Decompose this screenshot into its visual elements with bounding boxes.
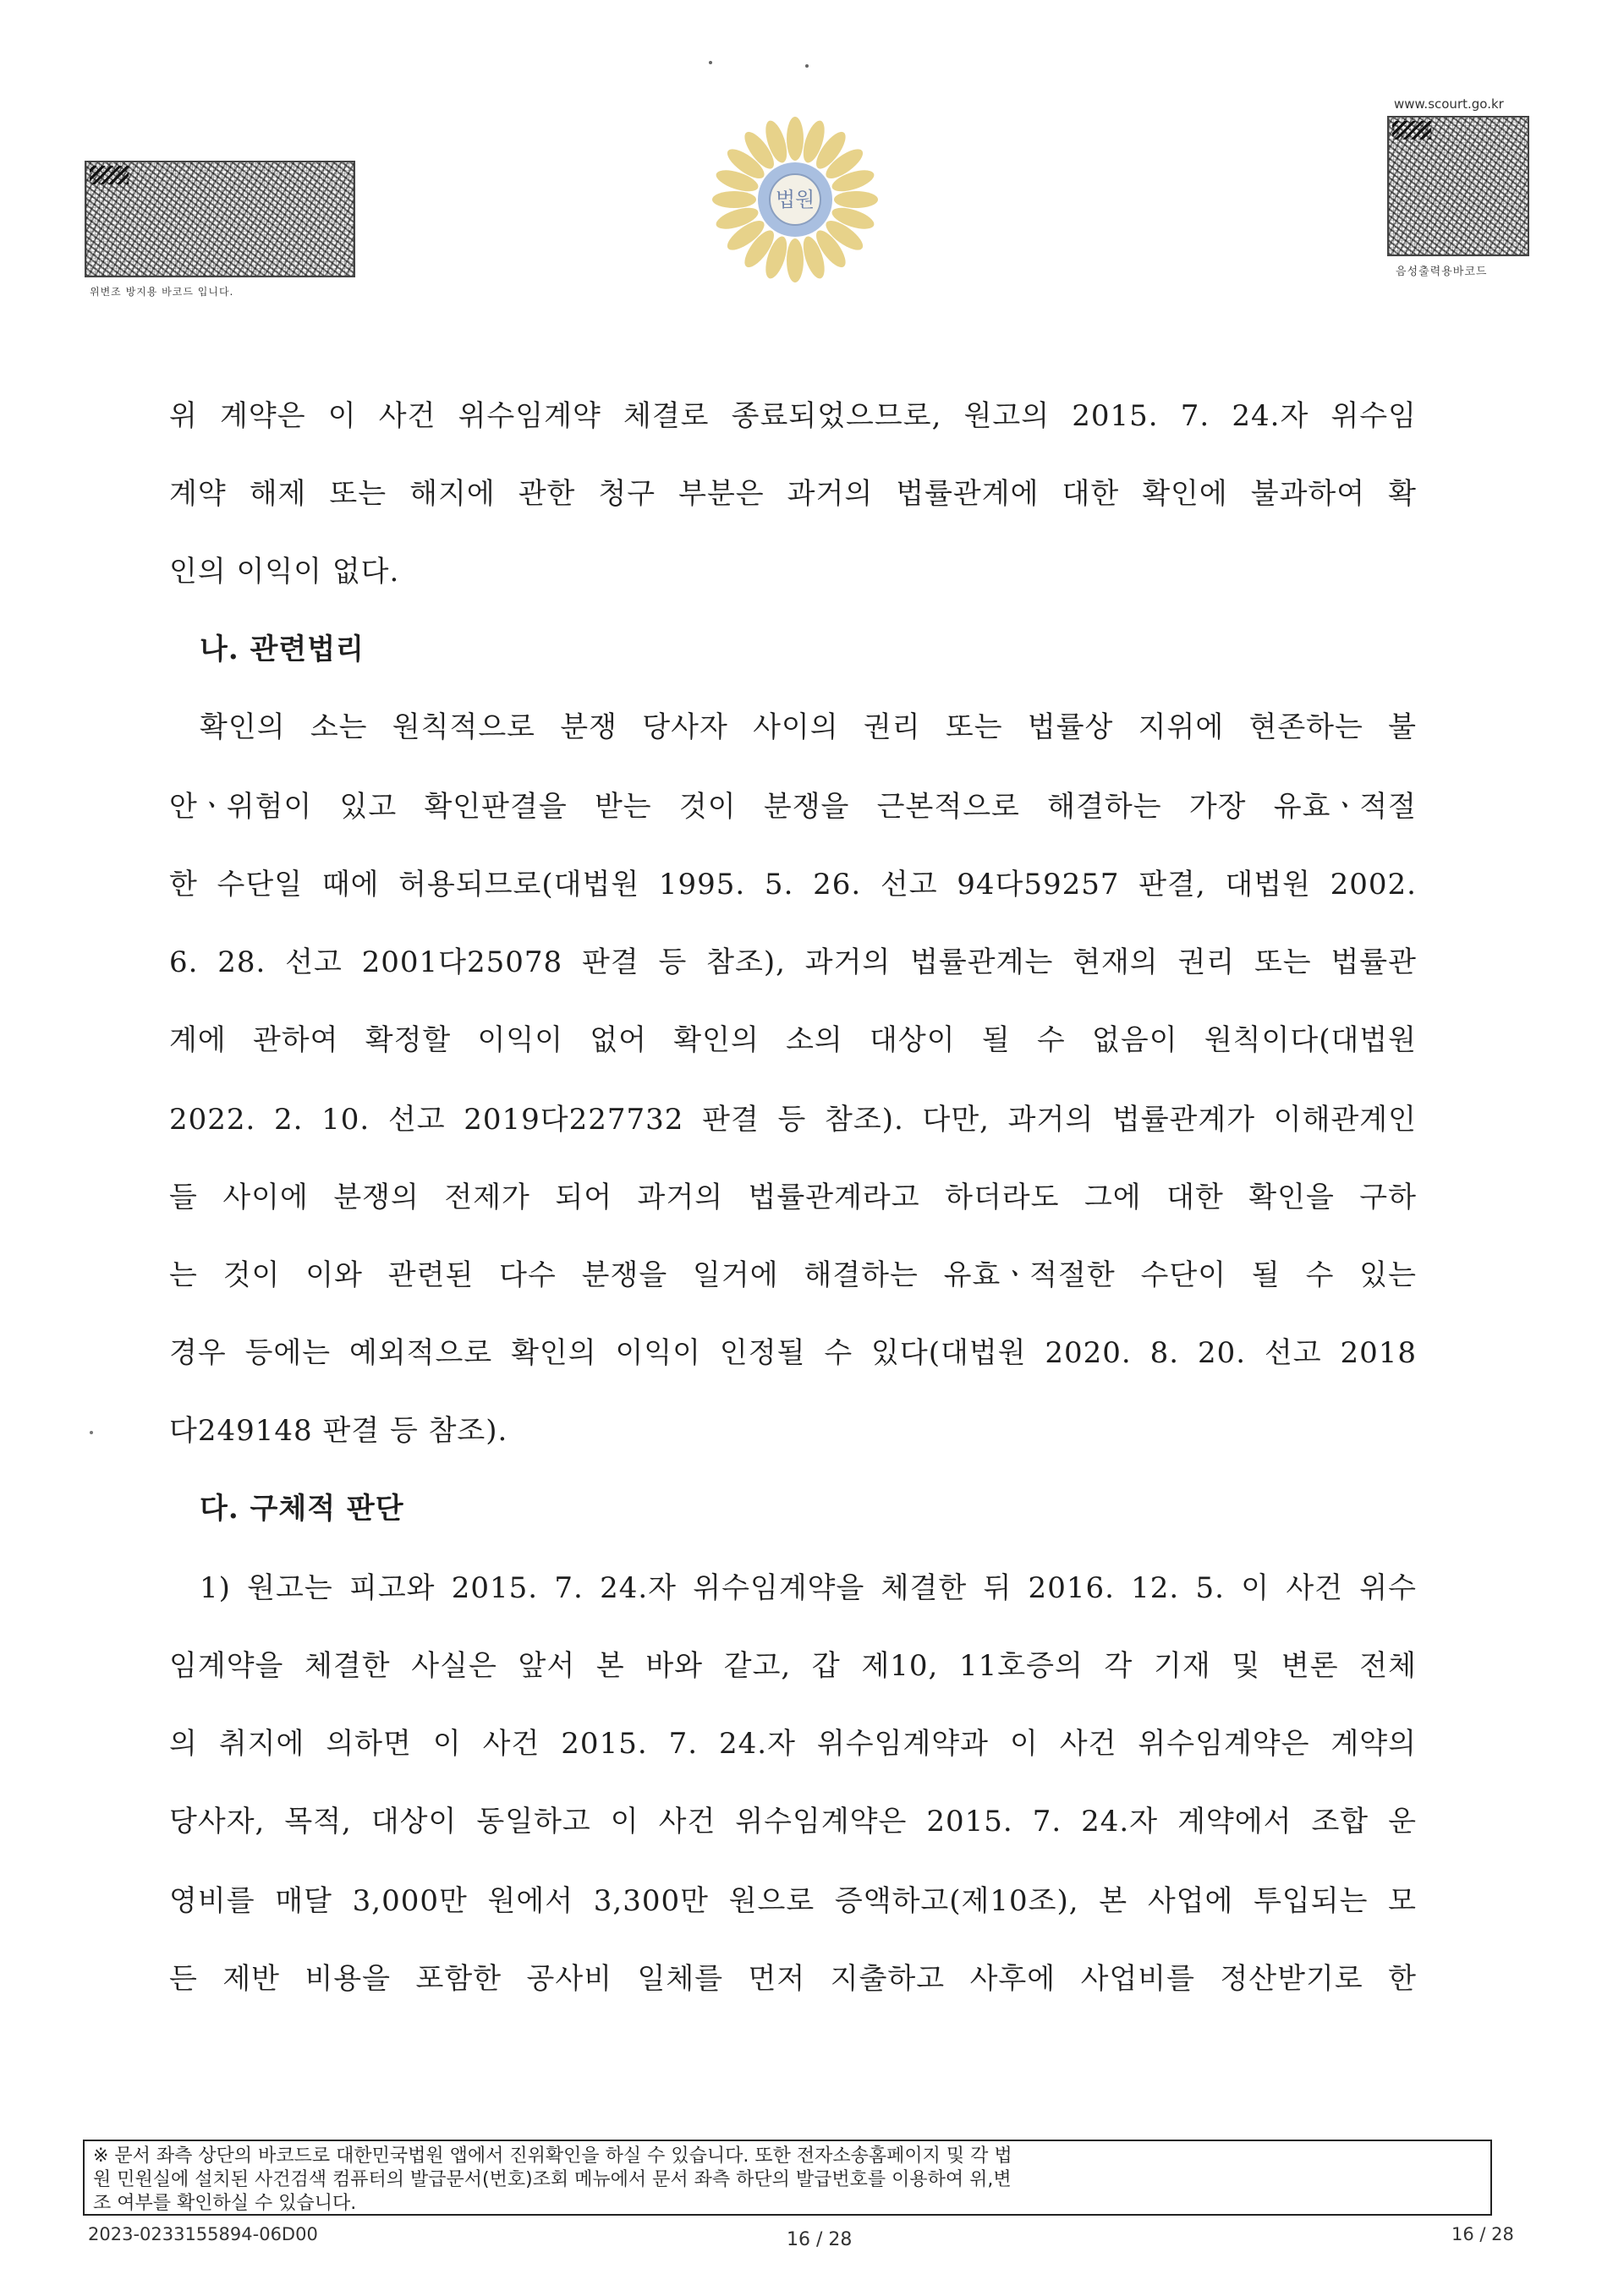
voice-output-barcode <box>1387 116 1529 256</box>
body-line: 들 사이에 분쟁의 전제가 되어 과거의 법률관계라고 하더라도 그에 대한 확인을 구하 <box>169 1181 1417 1214</box>
emblem-petal <box>712 191 756 208</box>
body-line: 안ㆍ위험이 있고 확인판결을 받는 것이 분쟁을 근본적으로 해결하는 가장 유효ㆍ적절 <box>169 790 1417 824</box>
body-line: 2022. 2. 10. 선고 2019다227732 판결 등 참조). 다만, 과거의 법률관계가 이해관계인 <box>169 1103 1417 1137</box>
emblem-petal <box>834 191 878 208</box>
scan-dot <box>90 1431 93 1434</box>
notice-line: 조 여부를 확인하실 수 있습니다. <box>93 2193 357 2214</box>
page-number-center: 16 / 28 <box>787 2229 853 2250</box>
body-line: 계약 해제 또는 해지에 관한 청구 부분은 과거의 법률관계에 대한 확인에 불과하여 확 <box>169 477 1417 511</box>
court-url: www.scourt.go.kr <box>1394 96 1504 112</box>
body-line: 경우 등에는 예외적으로 확인의 이익이 인정될 수 있다(대법원 2020. 8. 20. 선고 2018 <box>169 1336 1417 1370</box>
body-line: 확인의 소는 원칙적으로 분쟁 당사자 사이의 권리 또는 법률상 지위에 현존하는 불 <box>200 710 1417 744</box>
body-line: 인의 이익이 없다. <box>169 555 400 589</box>
body-line: 1) 원고는 피고와 2015. 7. 24.자 위수임계약을 체결한 뒤 2016. 12. 5. 이 사건 위수 <box>200 1571 1417 1605</box>
emblem-text: 법원 <box>775 188 815 211</box>
scan-dot <box>805 64 809 68</box>
anti-forgery-barcode <box>85 161 355 277</box>
emblem-petal <box>787 117 804 161</box>
anti-forgery-barcode-caption: 위변조 방지용 바코드 입니다. <box>90 286 234 298</box>
body-line: 다249148 판결 등 참조). <box>169 1414 508 1448</box>
body-line: 임계약을 체결한 사실은 앞서 본 바와 같고, 갑 제10, 11호증의 각 기재 및 변론 전체 <box>169 1649 1417 1683</box>
body-line: 계에 관하여 확정할 이익이 없어 확인의 소의 대상이 될 수 없음이 원칙이다(대법원 <box>169 1023 1417 1057</box>
body-line: 영비를 매달 3,000만 원에서 3,300만 원으로 증액하고(제10조), 본 사업에 투입되는 모 <box>169 1884 1417 1918</box>
body-line: 의 취지에 의하면 이 사건 2015. 7. 24.자 위수임계약과 이 사건 위수임계약은 계약의 <box>169 1727 1417 1761</box>
section-heading: 다. 구체적 판단 <box>200 1492 404 1526</box>
voice-output-barcode-caption: 음성출력용바코드 <box>1396 266 1488 278</box>
body-line: 는 것이 이와 관련된 다수 분쟁을 일거에 해결하는 유효ㆍ적절한 수단이 될 수 있는 <box>169 1258 1417 1292</box>
emblem-petal <box>787 238 804 282</box>
page-number-right: 16 / 28 <box>1451 2224 1514 2244</box>
body-line: 든 제반 비용을 포함한 공사비 일체를 먼저 지출하고 사후에 사업비를 정산받기로 한 <box>169 1962 1417 1996</box>
issue-number: 2023-0233155894-06D00 <box>88 2224 318 2244</box>
notice-line: ※ 문서 좌측 상단의 바코드로 대한민국법원 앱에서 진위확인을 하실 수 있습니다. 또한 전자소송홈페이지 및 각 법 <box>93 2145 1012 2167</box>
scan-dot <box>709 61 712 64</box>
notice-line: 원 민원실에 설치된 사건검색 컴퓨터의 발급문서(번호)조회 메뉴에서 문서 좌측 하단의 발급번호를 이용하여 위,변 <box>93 2169 1012 2190</box>
body-line: 6. 28. 선고 2001다25078 판결 등 참조), 과거의 법률관계는 현재의 권리 또는 법률관 <box>169 945 1417 979</box>
verification-notice <box>83 2140 1492 2216</box>
body-line: 한 수단일 때에 허용되므로(대법원 1995. 5. 26. 선고 94다59257 판결, 대법원 2002. <box>169 868 1417 901</box>
section-heading: 나. 관련법리 <box>200 633 365 666</box>
court-emblem-icon <box>710 115 880 284</box>
body-line: 위 계약은 이 사건 위수임계약 체결로 종료되었으므로, 원고의 2015. 7. 24.자 위수임 <box>169 399 1417 433</box>
body-line: 당사자, 목적, 대상이 동일하고 이 사건 위수임계약은 2015. 7. 24.자 계약에서 조합 운 <box>169 1805 1417 1838</box>
